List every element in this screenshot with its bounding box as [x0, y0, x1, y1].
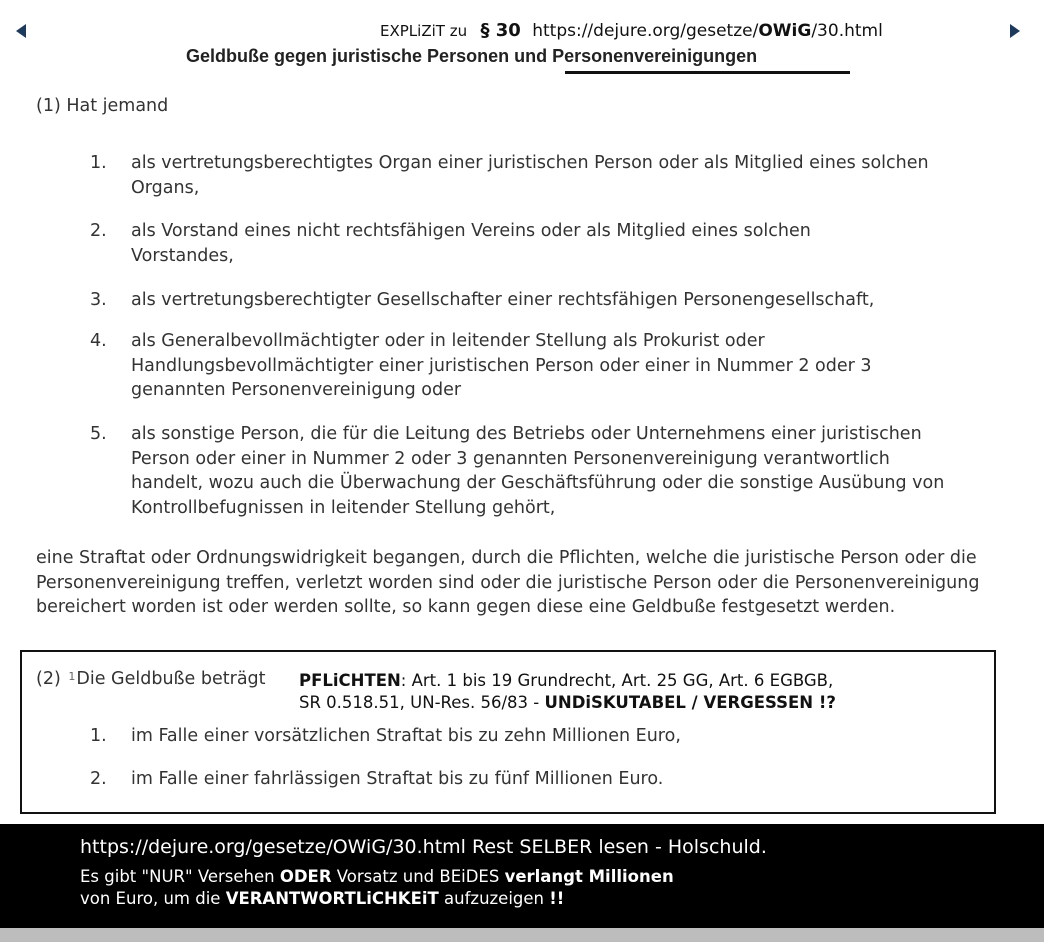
title-part-1: Geldbuße gegen juristische Personen — [186, 46, 515, 66]
annotation-note — [299, 670, 836, 714]
list-number: 4. — [90, 331, 107, 351]
list-item-text: im Falle einer fahrlässigen Straftat bis zu fünf Millionen Euro. — [131, 769, 664, 789]
footer-text: von Euro, um die — [80, 889, 226, 908]
list-item-text: im Falle einer vorsätzlichen Straftat bis zu zehn Millionen Euro, — [131, 726, 681, 746]
title-underline — [565, 71, 850, 74]
list-number: 2. — [90, 221, 107, 241]
note-line-2-plain: SR 0.518.51, UN-Res. 56/83 - — [299, 693, 545, 712]
footer-text: Es gibt "NUR" Versehen — [80, 867, 280, 886]
sentence-number: 1 — [68, 670, 76, 683]
section-1-conclusion: eine Straftat oder Ordnungswidrigkeit begangen, durch die Pflichten, welche die juristische Person oder die Personenvereinigung treffen, verletzt worden sind oder die juristische Person oder die Personenvereinigung bereichert worden ist oder werden sollte, so kann gegen diese eine Geldbuße festgesetzt werden. — [36, 548, 980, 617]
list-number: 5. — [90, 424, 107, 444]
footer-bold: !! — [549, 889, 565, 908]
header-line — [380, 20, 883, 41]
source-url[interactable] — [532, 21, 883, 41]
page-title — [186, 46, 757, 67]
footer-line-1: https://dejure.org/gesetze/OWiG/30.html Rest SELBER lesen - Holschuld. — [80, 836, 767, 858]
note-line-1-rest: : Art. 1 bis 19 Grundrecht, Art. 25 GG, Art. 6 EGBGB, — [400, 671, 834, 690]
list-number: 1. — [90, 726, 107, 746]
list-item-text: als Vorstand eines nicht rechtsfähigen Vereins oder als Mitglied eines solchen Vorstandes, — [131, 221, 811, 266]
footer-banner — [0, 824, 1044, 928]
paragraph-number: § 30 — [480, 20, 521, 41]
title-part-2: und Personenvereinigungen — [514, 46, 758, 66]
list-item-text: als Generalbevollmächtigter oder in leitender Stellung als Prokurist oder Handlungsbevollmächtigter einer juristischen Person oder einer in Nummer 2 oder 3 genannten Personenvereinigung oder — [131, 331, 872, 400]
section-2-intro-text: Die Geldbuße beträgt — [76, 669, 266, 689]
note-label: PFLiCHTEN — [299, 671, 401, 690]
list-item-text: als vertretungsberechtigtes Organ einer juristischen Person oder als Mitglied eines solchen Organs, — [131, 153, 929, 198]
list-item-text: als sonstige Person, die für die Leitung des Betriebs oder Unternehmens einer juristischen Person oder einer in Nummer 2 oder 3 genannten Personenvereinigung verantwortlich handelt, wozu auch die Überwachung der Geschäftsführung oder die sonstige Ausübung von Kontrollbefugnissen in leitender Stellung gehört, — [131, 424, 945, 518]
section-1-intro: (1) Hat jemand — [36, 96, 169, 116]
list-number: 2. — [90, 769, 107, 789]
section-2-intro — [36, 667, 266, 692]
footer-line-3 — [80, 888, 674, 910]
explizit-label: EXPLiZiT zu — [380, 22, 468, 40]
url-suffix: /30.html — [811, 21, 883, 41]
next-arrow-icon[interactable] — [1010, 24, 1020, 38]
footer-line-2 — [80, 866, 674, 888]
footer-bold: VERANTWORTLiCHKEiT — [225, 889, 439, 908]
list-item-text: als vertretungsberechtigter Gesellschafter einer rechtsfähigen Personengesellschaft, — [131, 290, 875, 310]
list-number: 1. — [90, 153, 107, 173]
footer-text: Vorsatz und BEiDES — [331, 867, 505, 886]
list-number: 3. — [90, 290, 107, 310]
note-line-1 — [299, 670, 836, 692]
footer-bold: verlangt Millionen — [504, 867, 674, 886]
bottom-strip — [0, 928, 1044, 942]
url-prefix: https://dejure.org/gesetze/ — [532, 21, 759, 41]
source-url-link[interactable] — [532, 21, 883, 41]
note-line-2 — [299, 692, 836, 714]
url-bold: OWiG — [758, 21, 812, 41]
footer-bold: ODER — [279, 867, 332, 886]
previous-arrow-icon[interactable] — [16, 24, 26, 38]
footer-message — [80, 866, 674, 910]
note-line-2-bold: UNDiSKUTABEL / VERGESSEN !? — [544, 693, 836, 712]
footer-text: aufzuzeigen — [438, 889, 550, 908]
section-2-prefix: (2) — [36, 669, 61, 689]
